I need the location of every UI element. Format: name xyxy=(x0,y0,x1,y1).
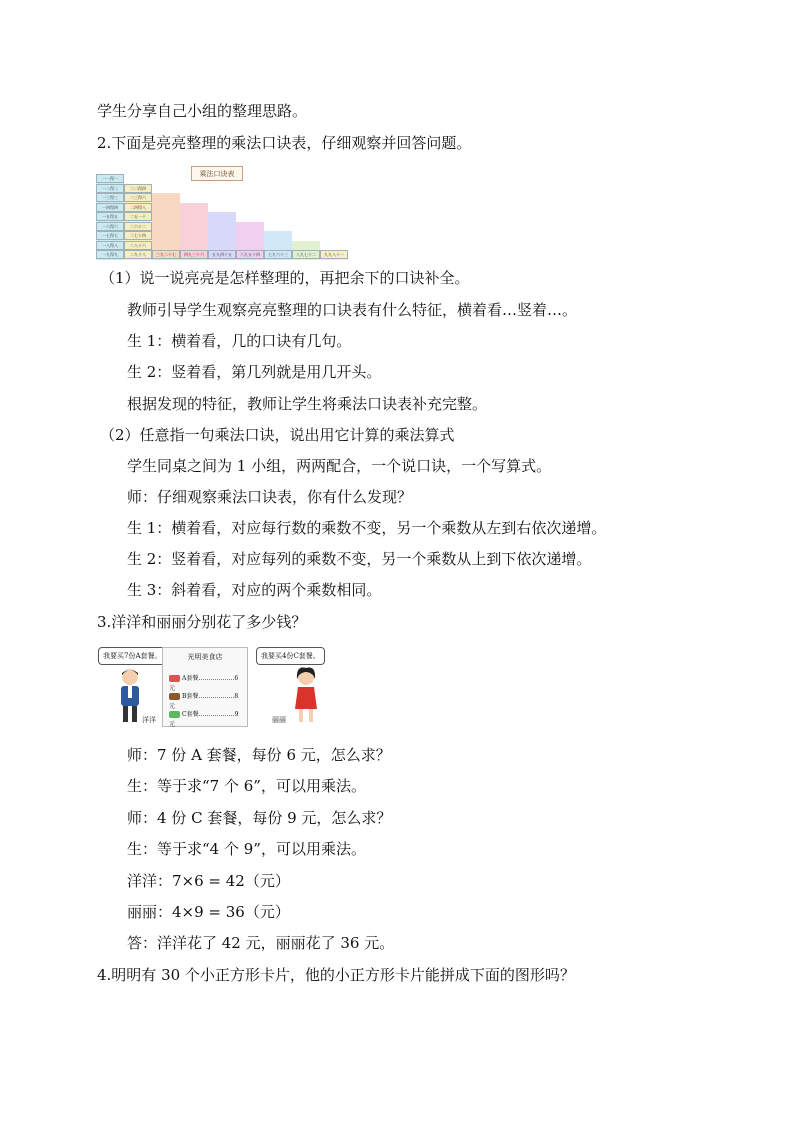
shop-figure xyxy=(96,645,346,731)
text-line: 师：仔细观察乘法口诀表，你有什么发现？ xyxy=(127,488,413,506)
menu-item-c: C套餐………………9元 xyxy=(169,711,239,728)
table-cell: 一六得六 xyxy=(96,222,124,231)
text-line: 生 2：竖着看，第几列就是用几开头。 xyxy=(127,363,382,381)
table-cell: 二四得八 xyxy=(124,203,152,212)
text-line: 学生同桌之间为 1 小组，两两配合，一个说口诀，一个写算式。 xyxy=(127,457,552,475)
menu-item-a: A套餐………………6元 xyxy=(169,675,239,692)
question-3: 3.洋洋和丽丽分别花了多少钱？ xyxy=(97,613,307,631)
food-box-icon xyxy=(169,711,180,718)
name-label-left: 洋洋 xyxy=(142,716,156,724)
question-4: 4.明明有 30 个小正方形卡片，他的小正方形卡片能拼成下面的图形吗？ xyxy=(97,966,575,984)
table-cell: 二三得六 xyxy=(124,193,152,202)
text-line: 师：7 份 A 套餐，每份 6 元，怎么求？ xyxy=(127,746,391,764)
text-line: 教师引导学生观察亮亮整理的口诀表有什么特征，横着看…竖着…。 xyxy=(127,301,578,319)
sub-question-2: （2）任意指一句乘法口诀，说出用它计算的乘法算式 xyxy=(100,426,455,444)
text-line: 生 3：斜着看，对应的两个乘数相同。 xyxy=(127,581,382,599)
table-cell: 一五得五 xyxy=(96,212,124,221)
speech-bubble-left: 我要买7份A套餐。 xyxy=(98,647,167,665)
name-label-right: 丽丽 xyxy=(272,716,286,724)
table-cell: 一八得八 xyxy=(96,241,124,250)
table-cell: 二五一十 xyxy=(124,212,152,221)
table-cell: 二二得四 xyxy=(124,184,152,193)
table-cell: 一九得九 xyxy=(96,250,124,259)
answer-line: 答：洋洋花了 42 元，丽丽花了 36 元。 xyxy=(127,934,395,952)
table-cell: 一四得四 xyxy=(96,203,124,212)
table-cell: 一七得七 xyxy=(96,231,124,240)
table-cell: 六九五十四 xyxy=(236,250,264,259)
text-line: 洋洋：7×6 = 42（元） xyxy=(127,872,290,890)
table-cell: 二九十八 xyxy=(124,250,152,259)
table-cell: 八九七十二 xyxy=(292,250,320,259)
table-cell: 二七十四 xyxy=(124,231,152,240)
text-line: 生 1：横着看，几的口诀有几句。 xyxy=(127,332,352,350)
text-line: 生：等于求“7 个 6”，可以用乘法。 xyxy=(127,777,366,795)
text-line: 生：等于求“4 个 9”，可以用乘法。 xyxy=(127,840,366,858)
text-line: 丽丽：4×9 = 36（元） xyxy=(127,903,290,921)
table-cell: 二八十六 xyxy=(124,241,152,250)
table-cell: 一二得二 xyxy=(96,184,124,193)
table-cell: 二六十二 xyxy=(124,222,152,231)
table-cell: 一三得三 xyxy=(96,193,124,202)
question-2: 2.下面是亮亮整理的乘法口诀表，仔细观察并回答问题。 xyxy=(97,134,472,152)
menu-item-b: B套餐………………8元 xyxy=(169,693,239,710)
sub-question-1: （1）说一说亮亮是怎样整理的，再把余下的口诀补全。 xyxy=(100,269,470,287)
table-cell: 一一得一 xyxy=(96,174,124,183)
text-line: 生 2：竖着看，对应每列的乘数不变，另一个乘数从上到下依次递增。 xyxy=(127,550,592,568)
menu-board xyxy=(162,647,248,727)
shop-name: 光明美食店 xyxy=(187,653,223,661)
text-line: 生 1：横着看，对应每行数的乘数不变，另一个乘数从左到右依次递增。 xyxy=(127,519,607,537)
table-cell: 七九六十三 xyxy=(264,250,292,259)
speech-bubble-right: 我要买4份C套餐。 xyxy=(256,647,325,665)
text-line: 师：4 份 C 套餐，每份 9 元，怎么求？ xyxy=(127,809,392,827)
table-cell: 九九八十一 xyxy=(320,250,348,259)
multiplication-table-figure xyxy=(96,166,346,262)
text-line: 根据发现的特征，教师让学生将乘法口诀表补充完整。 xyxy=(127,395,488,413)
table-cell: 五九四十五 xyxy=(208,250,236,259)
table-cell: 三九二十七 xyxy=(152,250,180,259)
girl-figure-icon xyxy=(290,667,322,725)
table-cell: 四九三十六 xyxy=(180,250,208,259)
table-title: 乘法口诀表 xyxy=(191,166,243,181)
food-box-icon xyxy=(169,675,180,682)
food-box-icon xyxy=(169,693,180,700)
text-line: 学生分享自己小组的整理思路。 xyxy=(97,102,308,120)
